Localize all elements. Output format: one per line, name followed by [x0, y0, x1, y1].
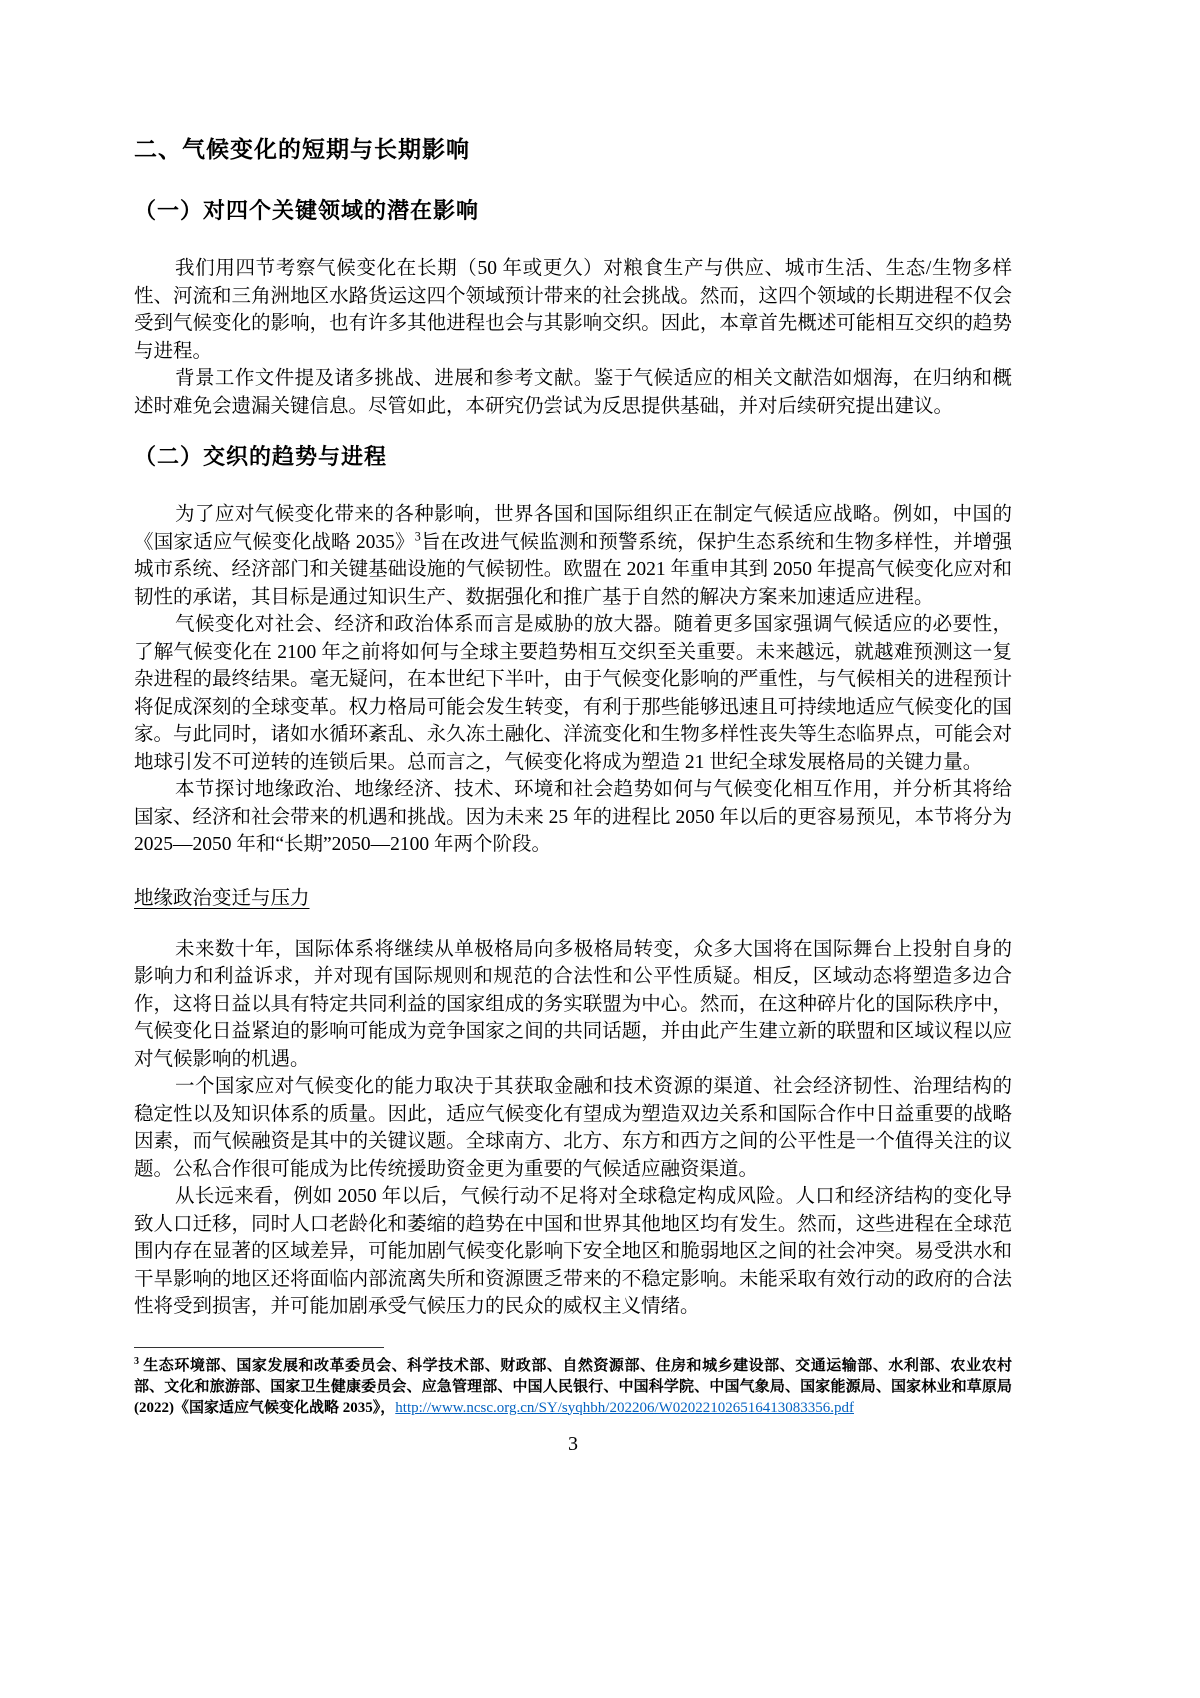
page-number: 3	[568, 1432, 578, 1455]
section-2-heading: （二）交织的趋势与进程	[134, 444, 388, 469]
body-paragraph: 一个国家应对气候变化的能力取决于其获取金融和技术资源的渠道、社会经济韧性、治理结构的稳定性以及知识体系的质量。因此，适应气候变化有望成为塑造双边关系和国际合作中日益重要的战略因素，而气候融资是其中的关键议题。全球南方、北方、东方和西方之间的公平性是一个值得关注的议题。公私合作很可能成为比传统援助资金更为重要的气候适应融资渠道。	[134, 1076, 1012, 1180]
footnote	[134, 1356, 1012, 1419]
body-paragraph: 背景工作文件提及诸多挑战、进展和参考文献。鉴于气候适应的相关文献浩如烟海，在归纳和概述时难免会遗漏关键信息。尽管如此，本研究仍尝试为反思提供基础，并对后续研究提出建议。	[134, 368, 1012, 417]
footnote-reference-3: 3	[414, 529, 421, 543]
body-paragraph: 我们用四节考察气候变化在长期（50 年或更久）对粮食生产与供应、城市生活、生态/生物多样性、河流和三角洲地区水路货运这四个领域预计带来的社会挑战。然而，这四个领域的长期进程不仅会受到气候变化的影响，也有许多其他进程也会与其影响交织。因此，本章首先概述可能相互交织的趋势与进程。	[134, 258, 1012, 362]
subsection-heading-geopolitics: 地缘政治变迁与压力	[134, 887, 310, 909]
paragraph-text: 旨在改进气候监测和预警系统，保护生态系统和生物多样性，并增强城市系统、经济部门和关键基础设施的气候韧性。欧盟在 2021 年重申其到 2050 年提高气候变化应对和韧性的承诺，其目标是通过知识生产、数据强化和推广基于自然的解决方案来加速适应进程。	[134, 531, 1012, 608]
footnote-separator	[134, 1347, 384, 1348]
body-paragraph	[134, 501, 1012, 611]
footnote-cited-title: 《国家适应气候变化战略 2035》	[174, 1399, 381, 1416]
document-title: 二、气候变化的短期与长期影响	[134, 136, 470, 162]
body-paragraph: 从长远来看，例如 2050 年以后，气候行动不足将对全球稳定构成风险。人口和经济结构的变化导致人口迁移，同时人口老龄化和萎缩的趋势在中国和世界其他地区均有发生。然而，这些进程在全球范围内存在显著的区域差异，可能加剧气候变化影响下安全地区和脆弱地区之间的社会冲突。易受洪水和干旱影响的地区还将面临内部流离失所和资源匮乏带来的不稳定影响。未能采取有效行动的政府的合法性将受到损害，并可能加剧承受气候压力的民众的威权主义情绪。	[134, 1186, 1012, 1317]
body-paragraph: 本节探讨地缘政治、地缘经济、技术、环境和社会趋势如何与气候变化相互作用，并分析其将给国家、经济和社会带来的机遇和挑战。因为未来 25 年的进程比 2050 年以后的更容易预见，本节将分为 2025—2050 年和“长期”2050—2100 年两个阶段。	[134, 779, 1012, 855]
section-1-heading: （一）对四个关键领域的潜在影响	[134, 198, 480, 223]
footnote-marker: 3	[134, 1355, 139, 1367]
body-paragraph: 未来数十年，国际体系将继续从单极格局向多极格局转变，众多大国将在国际舞台上投射自身的影响力和利益诉求，并对现有国际规则和规范的合法性和公平性质疑。相反，区域动态将塑造多边合作，这将日益以具有特定共同利益的国家组成的务实联盟为中心。然而，在这种碎片化的国际秩序中，气候变化日益紧迫的影响可能成为竞争国家之间的共同话题，并由此产生建立新的联盟和区域议程以应对气候影响的机遇。	[134, 938, 1012, 1070]
footnote-link[interactable]: http://www.ncsc.org.cn/SY/syqhbh/202206/W020221026516413083356.pdf	[395, 1399, 855, 1416]
body-paragraph: 气候变化对社会、经济和政治体系而言是威胁的放大器。随着更多国家强调气候适应的必要性，了解气候变化在 2100 年之前将如何与全球主要趋势相互交织至关重要。未来越远，就越难预测这一复杂进程的最终结果。毫无疑问，在本世纪下半叶，由于气候变化影响的严重性，与气候相关的进程预计将促成深刻的全球变革。权力格局可能会发生转变，有利于那些能够迅速且可持续地适应气候变化的国家。与此同时，诸如水循环紊乱、永久冻土融化、洋流变化和生物多样性丧失等生态临界点，可能会对地球引发不可逆转的连锁后果。总而言之，气候变化将成为塑造 21 世纪全球发展格局的关键力量。	[134, 614, 1012, 773]
footnote-punctuation: ，	[380, 1399, 396, 1416]
footnote-agencies: 生态环境部、国家发展和改革委员会、科学技术部、财政部、自然资源部、住房和城乡建设部、交通运输部、水利部、农业农村部、文化和旅游部、国家卫生健康委员会、应急管理部、中国人民银行、中国科学院、中国气象局、国家能源局、国家林业和草原局 (2022)	[134, 1357, 1012, 1416]
paragraph-text: 为了应对气候变化带来的各种影响，世界各国和国际组织正在制定气候适应战略。例如，中国的《国家适应气候变化战略 2035》	[134, 504, 1012, 553]
